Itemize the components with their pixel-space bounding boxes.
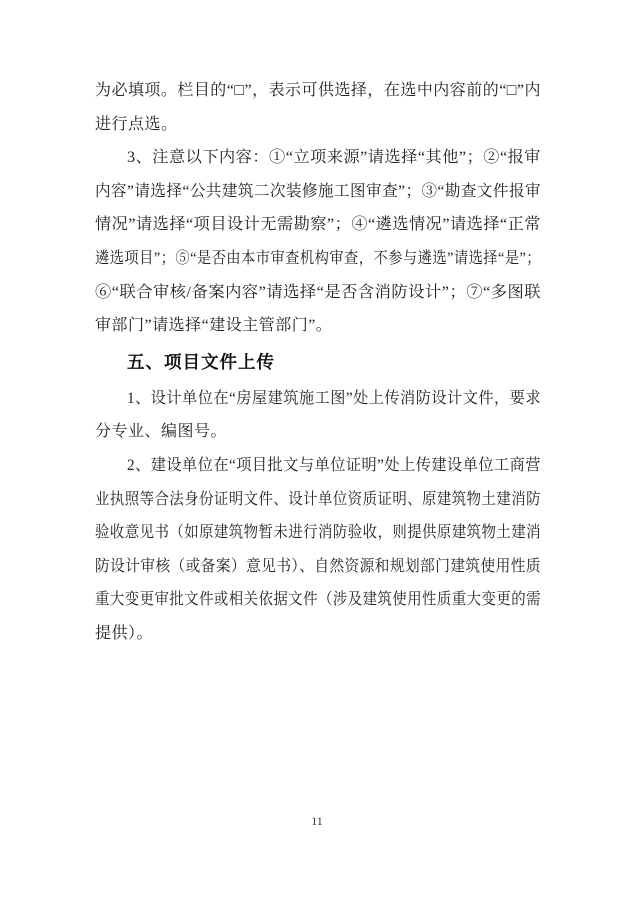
- document-line: [95, 175, 541, 209]
- document-line-text: 防设计审核（或备案）意见书）、自然资源和规划部门建筑使用性质: [95, 557, 541, 575]
- document-line-text: 业执照等合法身份证明文件、设计单位资质证明、原建筑物土建消防: [95, 490, 541, 508]
- document-line-text: 为必填项。栏目的“□”，表示可供选择，在选中内容前的“□”内: [95, 82, 541, 99]
- document-line: [95, 74, 541, 108]
- document-line-text: 1、设计单位在“房屋建筑施工图”处上传消防设计文件，要求: [127, 389, 541, 407]
- document-line: [95, 108, 541, 142]
- document-line-text: 内容”请选择“公共建筑二次装修施工图审查”；③“勘查文件报审: [95, 182, 541, 200]
- section-heading-text: 五、项目文件上传: [127, 351, 275, 372]
- document-line: [95, 141, 541, 175]
- document-line-text: 遴选项目”；⑤“是否由本市审查机构审查，不参与遴选”请选择“是”；: [95, 249, 541, 267]
- document-line-text: 审部门”请选择“建设主管部门”。: [95, 317, 333, 335]
- document-line-text: 提供）。: [95, 624, 154, 642]
- document-line: [95, 242, 541, 276]
- document-line-text: ⑥“联合审核/备案内容”请选择“是否含消防设计”；⑦“多图联: [95, 283, 541, 301]
- document-line-text: 3、注意以下内容：①“立项来源”请选择“其他”；②“报审: [127, 149, 541, 167]
- page-footer: [0, 814, 634, 829]
- section-heading: [95, 344, 541, 381]
- page-number: 11: [311, 814, 323, 828]
- document-line: [95, 449, 541, 483]
- document-line-text: 进行点选。: [95, 115, 178, 133]
- document-line: [95, 583, 541, 617]
- document-line: [95, 208, 541, 242]
- document-line: [95, 309, 541, 343]
- document-line: [95, 382, 541, 416]
- document-line: [95, 415, 541, 449]
- document-line: [95, 516, 541, 550]
- document-line-text: 2、建设单位在“项目批文与单位证明”处上传建设单位工商营: [127, 456, 541, 474]
- document-body: [95, 74, 541, 651]
- document-line-text: 重大变更审批文件或相关依据文件（涉及建筑使用性质重大变更的需: [95, 591, 541, 609]
- document-line: [95, 550, 541, 584]
- document-line: [95, 617, 541, 651]
- document-line-text: 验收意见书（如原建筑物暂未进行消防验收，则提供原建筑物土建消: [95, 524, 541, 542]
- document-line-text: 情况”请选择“项目设计无需勘察”；④“遴选情况”请选择“正常: [95, 216, 541, 234]
- document-line: [95, 483, 541, 517]
- document-line-text: 分专业、编图号。: [95, 423, 228, 441]
- document-line: [95, 276, 541, 310]
